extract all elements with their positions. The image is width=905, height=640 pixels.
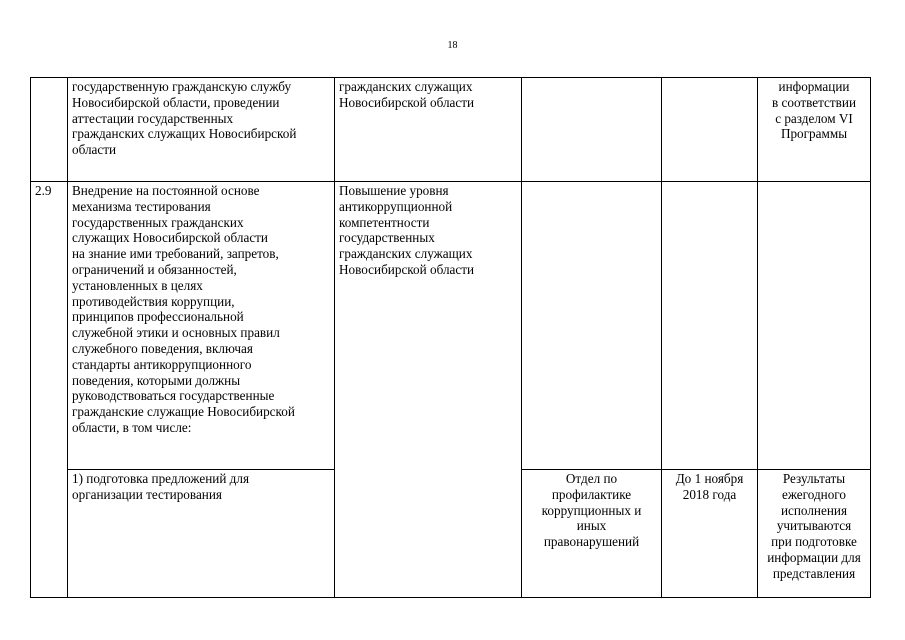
measure-text: 1) подготовка предложений для организации тестирования — [72, 471, 250, 502]
result-cell — [335, 78, 522, 182]
page-number: 18 — [447, 40, 458, 51]
result-text: Повышение уровня антикоррупционной компетентности государственных гражданских служащих Новосибирской области — [339, 183, 475, 277]
deadline-text: До 1 ноября 2018 года — [675, 471, 744, 502]
deadline-cell — [662, 470, 758, 598]
executor-cell — [522, 78, 662, 182]
result-text: гражданских служащих Новосибирской области — [339, 79, 475, 110]
note-cell — [758, 78, 871, 182]
result-cell — [335, 182, 522, 598]
executor-cell — [522, 470, 662, 598]
executor-cell — [522, 182, 662, 470]
note-text: информации в соответствии с разделом VI Программы — [771, 79, 857, 142]
measure-cell — [68, 78, 335, 182]
measures-table — [30, 77, 871, 598]
executor-text: Отдел по профилактике коррупционных и иных правонарушений — [541, 471, 642, 550]
deadline-cell — [662, 182, 758, 470]
note-cell — [758, 182, 871, 470]
table-row — [31, 78, 871, 182]
table-row — [31, 182, 871, 470]
note-cell — [758, 470, 871, 598]
measure-text: государственную гражданскую службу Новосибирской области, проведении аттестации государственных гражданских служащих Новосибирской области — [72, 79, 297, 158]
row-number: 2.9 — [35, 183, 52, 198]
measure-cell — [68, 470, 335, 598]
row-number-cell — [31, 182, 68, 598]
note-text: Результаты ежегодного исполнения учитываются при подготовке информации для представления — [767, 471, 861, 581]
row-number-cell — [31, 78, 68, 182]
measure-cell — [68, 182, 335, 470]
measure-text: Внедрение на постоянной основе механизма тестирования государственных гражданских служащих Новосибирской области на знание ими требований, запретов, ограничений и обязанностей, установленных в целях противодействия коррупции, принципов профессиональной служебной этики и основных правил служебного поведения, включая стандарты антикоррупционного поведения, которыми должны руководствоваться государственные гражданские служащие Новосибирской области, в том числе: — [72, 183, 295, 435]
deadline-cell — [662, 78, 758, 182]
